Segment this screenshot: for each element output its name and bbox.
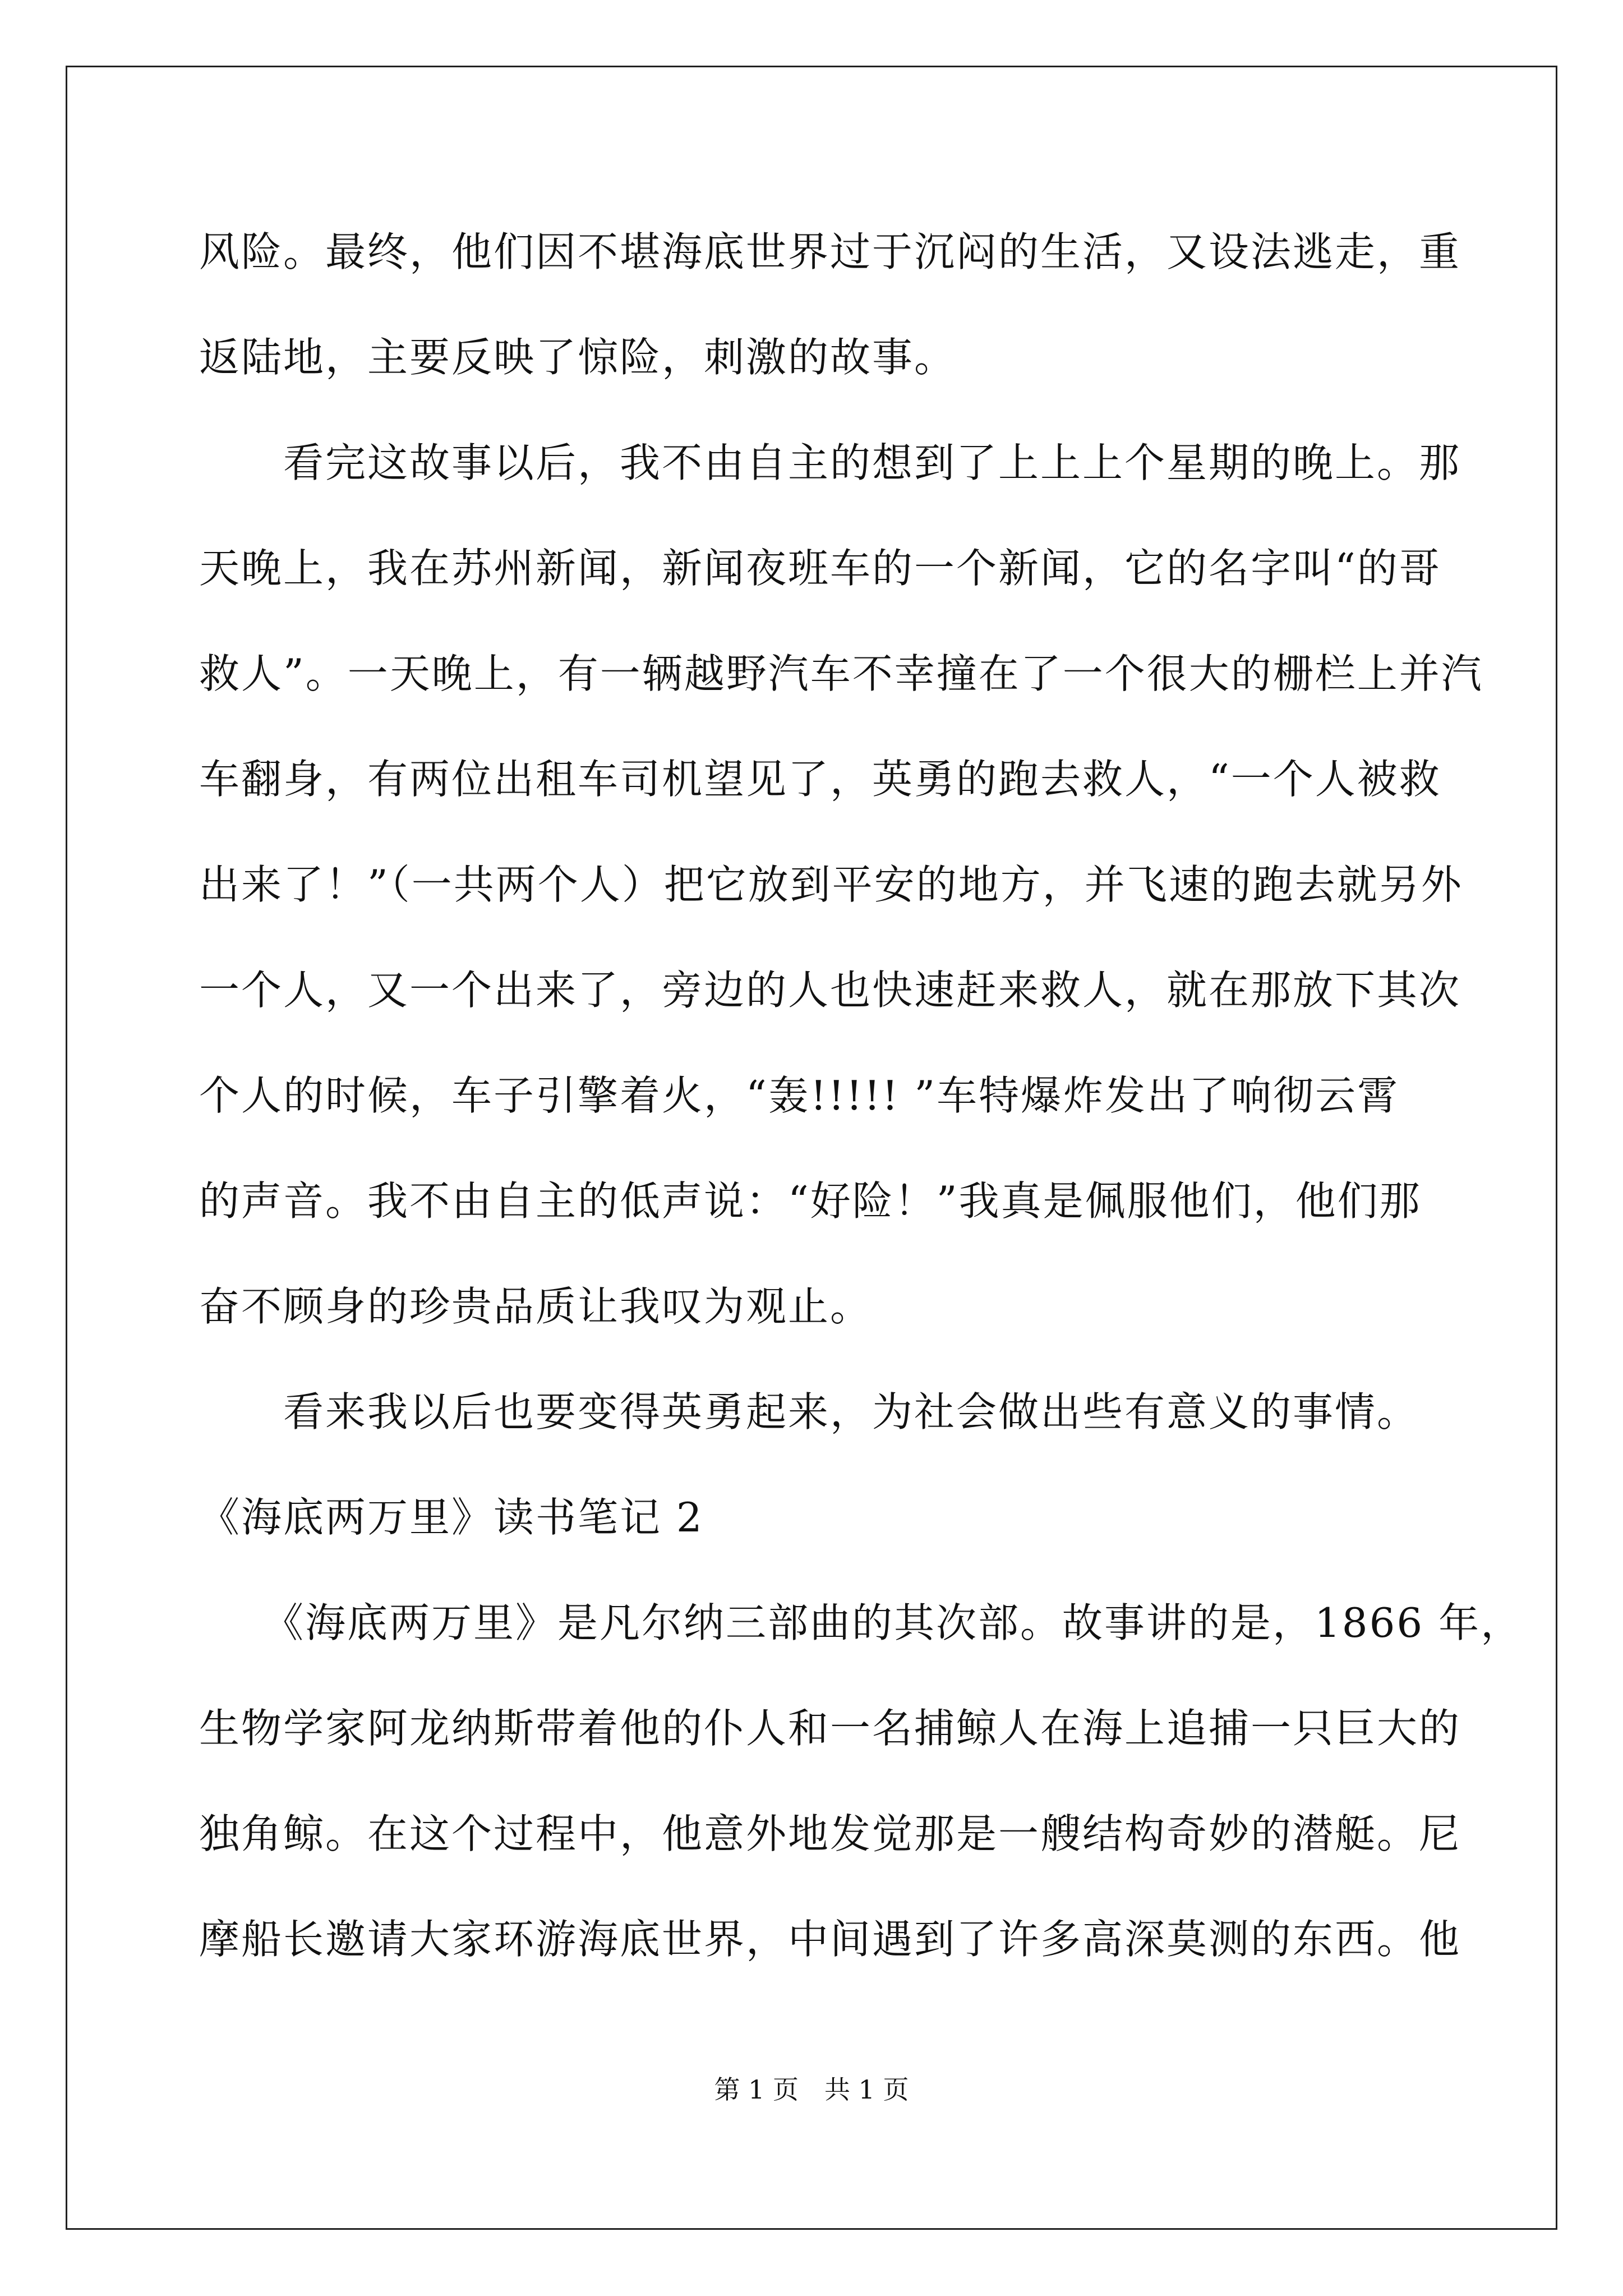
text-line: 车翻身，有两位出租车司机望见了，英勇的跑去救人，“一个人被救 [199,756,1441,803]
text-line: 《海底两万里》是凡尔纳三部曲的其次部。故事讲的是，1866 年， [199,1599,1523,1646]
text-line: 生物学家阿龙纳斯带着他的仆人和一名捕鲸人在海上追捕一只巨大的 [199,1705,1461,1752]
text-line: 天晚上，我在苏州新闻，新闻夜班车的一个新闻，它的名字叫“的哥 [199,545,1441,592]
text-line: 的声音。我不由自主的低声说：“好险！”我真是佩服他们，他们那 [199,1177,1422,1225]
text-line: 看完这故事以后，我不由自主的想到了上上上个星期的晚上。那 [199,439,1461,486]
text-line: 摩船长邀请大家环游海底世界，中间遇到了许多高深莫测的东西。他 [199,1916,1461,1963]
text-line: 奋不顾身的珍贵品质让我叹为观止。 [199,1283,873,1330]
text-line: 出来了！”（一共两个人）把它放到平安的地方，并飞速的跑去就另外 [199,861,1463,908]
text-line: 返陆地，主要反映了惊险，刺激的故事。 [199,334,957,381]
text-line: 一个人，又一个出来了，旁边的人也快速赶来救人，就在那放下其次 [199,967,1461,1014]
text-line: 救人”。一天晚上，有一辆越野汽车不幸撞在了一个很大的栅栏上并汽 [199,650,1483,697]
document-body [199,199,1523,1992]
page-footer: 第 1 页 共 1 页 [714,2074,909,2105]
text-line: 风险。最终，他们因不堪海底世界过于沉闷的生活，又设法逃走，重 [199,228,1461,275]
section-heading: 《海底两万里》读书笔记 2 [199,1494,704,1541]
text-line: 独角鲸。在这个过程中，他意外地发觉那是一艘结构奇妙的潜艇。尼 [199,1810,1461,1857]
text-line: 个人的时候，车子引擎着火，“轰!!!!! ”车特爆炸发出了响彻云霄 [199,1072,1400,1119]
text-line: 看来我以后也要变得英勇起来，为社会做出些有意义的事情。 [199,1388,1419,1435]
